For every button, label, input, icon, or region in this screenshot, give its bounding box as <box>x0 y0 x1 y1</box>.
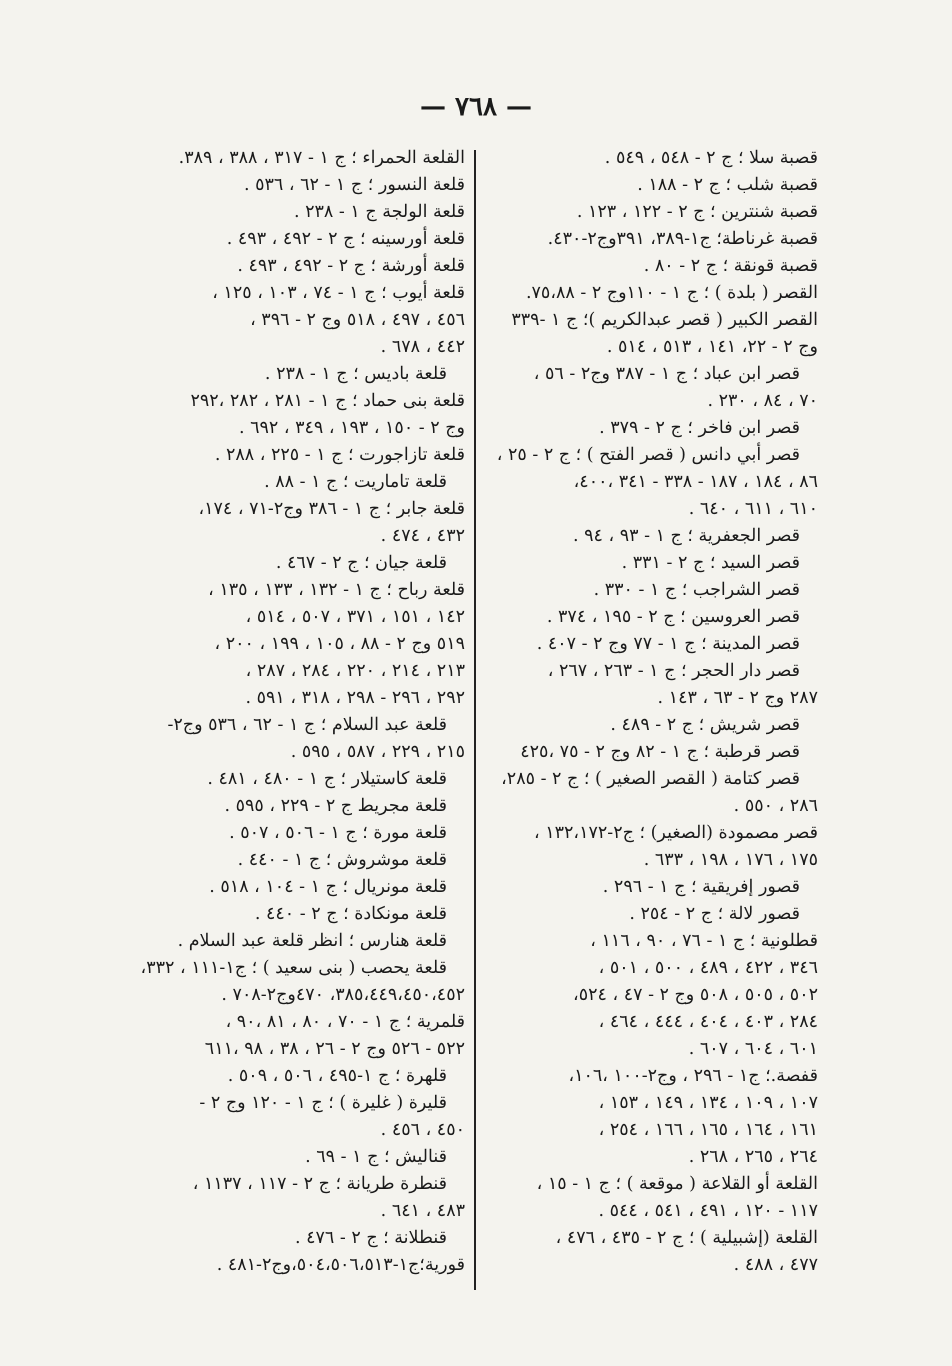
index-entry: قلعة جابر ؛ ج ١ - ٣٨٦ وج٢-٧١ ، ١٧٤، <box>198 499 465 519</box>
index-entry: قلعة الولجة ج ١ - ٢٣٨ . <box>293 202 465 222</box>
index-column-right <box>488 145 818 1279</box>
index-entry: ٨٦ ، ١٨٤ ، ١٨٧ - ٣٣٨ - ٣٤١ ،٤٠٠، <box>573 472 818 492</box>
index-column-left <box>120 145 465 1279</box>
index-entry: قلعة تاماريت ؛ ج ١ - ٨٨ . <box>264 472 447 492</box>
index-entry: القلعة (إشبيلية ) ؛ ج ٢ - ٤٣٥ ، ٤٧٦ ، <box>555 1228 818 1248</box>
index-entry: القصر الكبير ( قصر عبدالكريم )؛ ج ١ -٣٣٩ <box>511 310 818 330</box>
index-entry: قصر كتامة ( القصر الصغير ) ؛ ج ٢ - ٢٨٥، <box>501 769 800 789</box>
index-entry: القصر ( بلدة ) ؛ ج ١ - ١١٠وج ٢ - ٧٥،٨٨. <box>525 283 818 303</box>
index-entry: قلعة رباح ؛ ج ١ - ١٣٢ ، ١٣٣ ، ١٣٥ ، <box>208 580 465 600</box>
index-entry: قصر ابن عباد ؛ ج ١ - ٣٨٧ وج٢ - ٥٦ ، <box>533 364 800 384</box>
index-entry: ٢١٣ ، ٢١٤ ، ٢٢٠ ، ٢٨٤ ، ٢٨٧ ، <box>245 661 465 681</box>
index-entry: ٥١٩ وج ٢ - ٨٨ ، ١٠٥ ، ١٩٩ ، ٢٠٠ ، <box>214 634 465 654</box>
index-entry: ١١٧ - ١٢٠ ، ٤٩١ ، ٥٤١ ، ٥٤٤ . <box>598 1201 818 1221</box>
index-entry: قصبة غرناطة؛ ج١-٣٨٩، ٣٩١وج٢-٤٣٠. <box>547 229 818 249</box>
index-entry: قلعة موشروش ؛ ج ١ - ٤٤٠ . <box>237 850 447 870</box>
index-entry: قناليش ؛ ج ١ - ٦٩ . <box>305 1147 447 1167</box>
index-entry: ٢١٥ ، ٢٢٩ ، ٥٨٧ ، ٥٩٥ . <box>290 742 465 762</box>
index-entry: ٣٨٥،٤٤٩،٤٥٠،٤٥٢، ٤٧٠وج٢-٧٠٨ . <box>221 985 465 1005</box>
index-entry: قلعة باديس ؛ ج ١ - ٢٣٨ . <box>264 364 447 384</box>
index-entry: ١٧٥ ، ١٧٦ ، ١٩٨ ، ٦٣٣ . <box>643 850 818 870</box>
index-entry: قصبة قونقة ؛ ج ٢ - ٨٠ . <box>643 256 818 276</box>
index-entry: ٦٠١ ، ٦٠٤ ، ٦٠٧ . <box>688 1039 818 1059</box>
column-divider <box>474 150 476 1290</box>
index-entry: قلعة النسور ؛ ج ١ - ٦٢ ، ٥٣٦ . <box>243 175 465 195</box>
index-entry: القلعة أو القلاعة ( موقعة ) ؛ ج ١ - ١٥ ، <box>536 1174 818 1194</box>
index-entry: ٢٦٤ ، ٢٦٥ ، ٢٦٨ . <box>688 1147 818 1167</box>
index-entry: قنطلانة ؛ ج ٢ - ٤٧٦ . <box>294 1228 447 1248</box>
index-entry: ٥٠٢ ، ٥٠٥ ، ٥٠٨ وج ٢ - ٤٧ ، ٥٢٤، <box>573 985 818 1005</box>
index-entry: ١٠٧ ، ١٠٩ ، ١٣٤ ، ١٤٩ ، ١٥٣ ، <box>598 1093 818 1113</box>
index-entry: وج ٢ - ١٥٠ ، ١٩٣ ، ٣٤٩ ، ٦٩٢ . <box>238 418 465 438</box>
index-entry: قلعة تازاجورت ؛ ج ١ - ٢٢٥ ، ٢٨٨ . <box>214 445 465 465</box>
index-entry: قصبة سلا ؛ ج ٢ - ٥٤٨ ، ٥٤٩ . <box>604 148 818 168</box>
index-entry: قلعة عبد السلام ؛ ج ١ - ٦٢ ، ٥٣٦ وج٢- <box>167 715 447 735</box>
index-entry: ٢٨٧ وج ٢ - ٦٣ ، ١٤٣ . <box>657 688 818 708</box>
index-entry: ٤٣٢ ، ٤٧٤ . <box>380 526 465 546</box>
index-entry: قطلونية ؛ ج ١ - ٧٦ ، ٩٠ ، ١١٦ ، <box>590 931 818 951</box>
index-entry: قصر الجعفرية ؛ ج ١ - ٩٣ ، ٩٤ . <box>572 526 800 546</box>
index-entry: ٤٤٢ ، ٦٧٨ . <box>380 337 465 357</box>
index-entry: قلعة أيوب ؛ ج ١ - ٧٤ ، ١٠٣ ، ١٢٥ ، <box>212 283 465 303</box>
index-entry: قلعة مجريط ج ٢ - ٢٢٩ ، ٥٩٥ . <box>224 796 447 816</box>
index-entry: قليرة ( غليرة ) ؛ ج ١ - ١٢٠ وج ٢ - <box>199 1093 447 1113</box>
index-entry: قصبة شنترين ؛ ج ٢ - ١٢٢ ، ١٢٣ . <box>576 202 818 222</box>
index-entry: ٢٨٦ ، ٥٥٠ . <box>733 796 818 816</box>
index-entry: قصر دار الحجر ؛ ج ١ - ٢٦٣ ، ٢٦٧ ، <box>547 661 800 681</box>
index-entry: قصر أبي دانس ( قصر الفتح ) ؛ ج ٢ - ٢٥ ، <box>496 445 800 465</box>
index-entry: قفصة.؛ ج١ - ٢٩٦ ، وج٢-١٠٠ ،١٠٦، <box>568 1066 818 1086</box>
index-entry: قلعة جيان ؛ ج ٢ - ٤٦٧ . <box>275 553 447 573</box>
index-entry: قصر ابن فاخر ؛ ج ٢ - ٣٧٩ . <box>599 418 800 438</box>
index-entry: قلمرية ؛ ج ١ - ٧٠ ، ٨٠ ، ٨١ ،٩٠ ، <box>225 1012 465 1032</box>
index-entry: ٤٥٠ ، ٤٥٦ . <box>380 1120 465 1140</box>
index-entry: قلعة بنى حماد ؛ ج ١ - ٢٨١ ، ٢٨٢ ،٢٩٢ <box>190 391 465 411</box>
index-entry: القلعة الحمراء ؛ ج ١ - ٣١٧ ، ٣٨٨ ، ٣٨٩. <box>178 148 465 168</box>
index-entry: قلعة يحصب ( بنى سعيد ) ؛ ج١-١١١ ، ٣٣٢، <box>140 958 447 978</box>
index-entry: ٢٨٤ ، ٤٠٣ ، ٤٠٤ ، ٤٤٤ ، ٤٦٤ ، <box>598 1012 818 1032</box>
index-entry: ١٤٢ ، ١٥١ ، ٣٧١ ، ٥٠٧ ، ٥١٤ ، <box>245 607 465 627</box>
index-entry: قصر الشراجب ؛ ج ١ - ٣٣٠ . <box>593 580 800 600</box>
index-entry: قصر المدينة ؛ ج ١ - ٧٧ وج ٢ - ٤٠٧ . <box>536 634 800 654</box>
index-entry: قلعة مونريال ؛ ج ١ - ١٠٤ ، ٥١٨ . <box>209 877 447 897</box>
index-entry: قصور إفريقية ؛ ج ١ - ٢٩٦ . <box>602 877 800 897</box>
index-entry: قلعة كاستيلار ؛ ج ١ - ٤٨٠ ، ٤٨١ . <box>207 769 447 789</box>
index-entry: ٥٢٢ - ٥٢٦ وج ٢ - ٢٦ ، ٣٨ ، ٩٨ ،٦١١ <box>204 1039 465 1059</box>
index-entry: ٤٨٣ ، ٦٤١ . <box>380 1201 465 1221</box>
index-entry: ٣٤٦ ، ٤٢٢ ، ٤٨٩ ، ٥٠٠ ، ٥٠١ ، <box>598 958 818 978</box>
index-entry: قصر قرطبة ؛ ج ١ - ٨٢ وج ٢ - ٧٥ ،٤٢٥ <box>520 742 800 762</box>
index-entry: ٤٧٧ ، ٤٨٨ . <box>733 1255 818 1275</box>
page-number: — ٧٦٨ — <box>419 92 533 122</box>
index-entry: قلعة أورشة ؛ ج ٢ - ٤٩٢ ، ٤٩٣ . <box>237 256 465 276</box>
index-entry: قلعة مونكادة ؛ ج ٢ - ٤٤٠ . <box>254 904 447 924</box>
index-entry: قصبة شلب ؛ ج ٢ - ١٨٨ . <box>637 175 818 195</box>
index-entry: قلهرة ؛ ج ١-٤٩٥ ، ٥٠٦ ، ٥٠٩ . <box>227 1066 447 1086</box>
index-entry: قلعة مورة ؛ ج ١ - ٥٠٦ ، ٥٠٧ . <box>229 823 447 843</box>
index-entry: وج ٢ - ٢٢، ١٤١ ، ٥١٣ ، ٥١٤ . <box>606 337 818 357</box>
index-entry: قصر العروسين ؛ ج ٢ - ١٩٥ ، ٣٧٤ . <box>546 607 800 627</box>
index-entry: قصور لالة ؛ ج ٢ - ٢٥٤ . <box>629 904 800 924</box>
index-entry: قصر شريش ؛ ج ٢ - ٤٨٩ . <box>610 715 800 735</box>
index-entry: قنطرة طريانة ؛ ج ٢ - ١١٧ ، ١١٣٧ ، <box>192 1174 447 1194</box>
index-entry: ٤٥٦ ، ٤٩٧ ، ٥١٨ وج ٢ - ٣٩٦ ، <box>250 310 465 330</box>
index-entry: ٧٠ ، ٨٤ ، ٢٣٠ . <box>707 391 818 411</box>
index-entry: قصر مصمودة (الصغير) ؛ ج٢-١٣٢،١٧٢ ، <box>534 823 818 843</box>
index-entry: ١٦١ ، ١٦٤ ، ١٦٥ ، ١٦٦ ، ٢٥٤ ، <box>598 1120 818 1140</box>
index-entry: قلعة أورسينه ؛ ج ٢ - ٤٩٢ ، ٤٩٣ . <box>226 229 465 249</box>
index-entry: قصر السيد ؛ ج ٢ - ٣٣١ . <box>621 553 800 573</box>
index-entry: قورية؛ج١-٥٠٤،٥٠٦،٥١٣،وج٢-٤٨١ . <box>216 1255 465 1275</box>
index-entry: قلعة هنارس ؛ انظر قلعة عبد السلام . <box>177 931 447 951</box>
index-entry: ٢٩٢ ، ٢٩٦ - ٢٩٨ ، ٣١٨ ، ٥٩١ . <box>245 688 465 708</box>
index-entry: ٦١٠ ، ٦١١ ، ٦٤٠ . <box>688 499 818 519</box>
